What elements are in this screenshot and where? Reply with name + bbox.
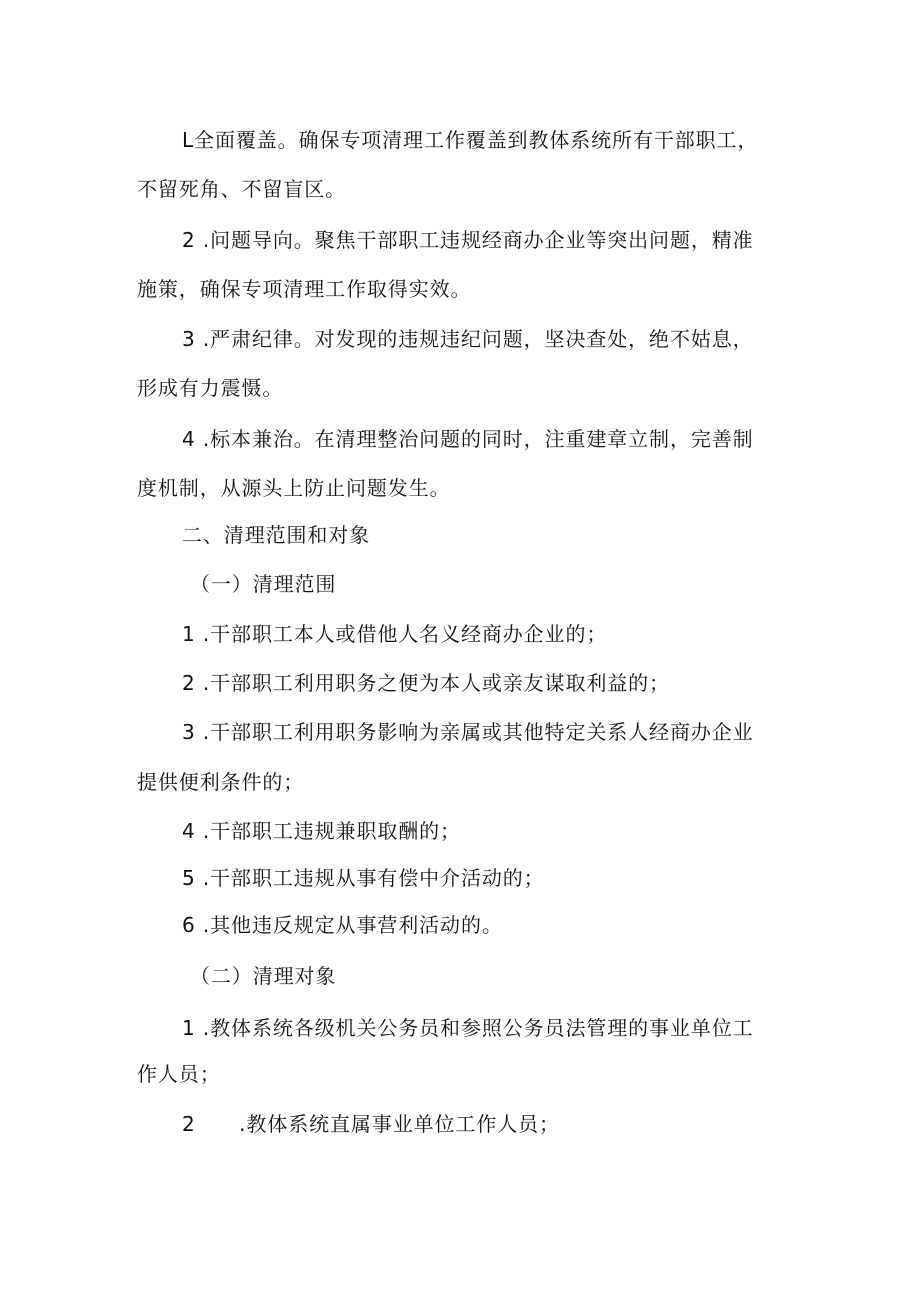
principle-3-line-1: 3 .严肃纪律。对发现的违规违纪问题，坚决查处，绝不姑息，	[182, 327, 754, 351]
principle-4-line-2: 度机制，从源头上防止问题发生。	[137, 476, 451, 500]
principle-3-line-2: 形成有力震慑。	[137, 376, 284, 400]
principle-1-line-1: L全面覆盖。确保专项清理工作覆盖到教体系统所有干部职工，	[182, 128, 759, 152]
principle-1-line-2: 不留死角、不留盲区。	[137, 177, 346, 201]
principle-2-line-2: 施策，确保专项清理工作取得实效。	[137, 277, 472, 301]
scope-item-6: 6 .其他违反规定从事营利活动的。	[182, 913, 503, 937]
scope-item-3-line-1: 3 .干部职工利用职务影响为亲属或其他特定关系人经商办企业	[182, 720, 754, 744]
scope-item-5: 5 .干部职工违规从事有偿中介活动的；	[182, 866, 545, 890]
scope-item-4: 4 .干部职工违规兼职取酬的；	[182, 819, 461, 843]
section-heading: 二、清理范围和对象	[182, 523, 371, 547]
target-item-2: 2 .教体系统直属事业单位工作人员；	[182, 1112, 560, 1136]
scope-item-3-line-2: 提供便利条件的；	[137, 770, 305, 794]
target-item-1-line-2: 作人员；	[137, 1062, 221, 1086]
subsection-heading-targets: （二）清理对象	[190, 964, 337, 988]
principle-2-line-1: 2 .问题导向。聚焦干部职工违规经商办企业等突出问题，精准	[182, 228, 754, 252]
principle-4-line-1: 4 .标本兼治。在清理整治问题的同时，注重建章立制，完善制	[182, 427, 754, 451]
subsection-heading-scope: （一）清理范围	[190, 572, 337, 596]
scope-item-1: 1 .干部职工本人或借他人名义经商办企业的；	[182, 622, 608, 646]
scope-item-2: 2 .干部职工利用职务之便为本人或亲友谋取利益的；	[182, 671, 670, 695]
target-item-1-line-1: 1 .教体系统各级机关公务员和参照公务员法管理的事业单位工	[182, 1016, 754, 1040]
